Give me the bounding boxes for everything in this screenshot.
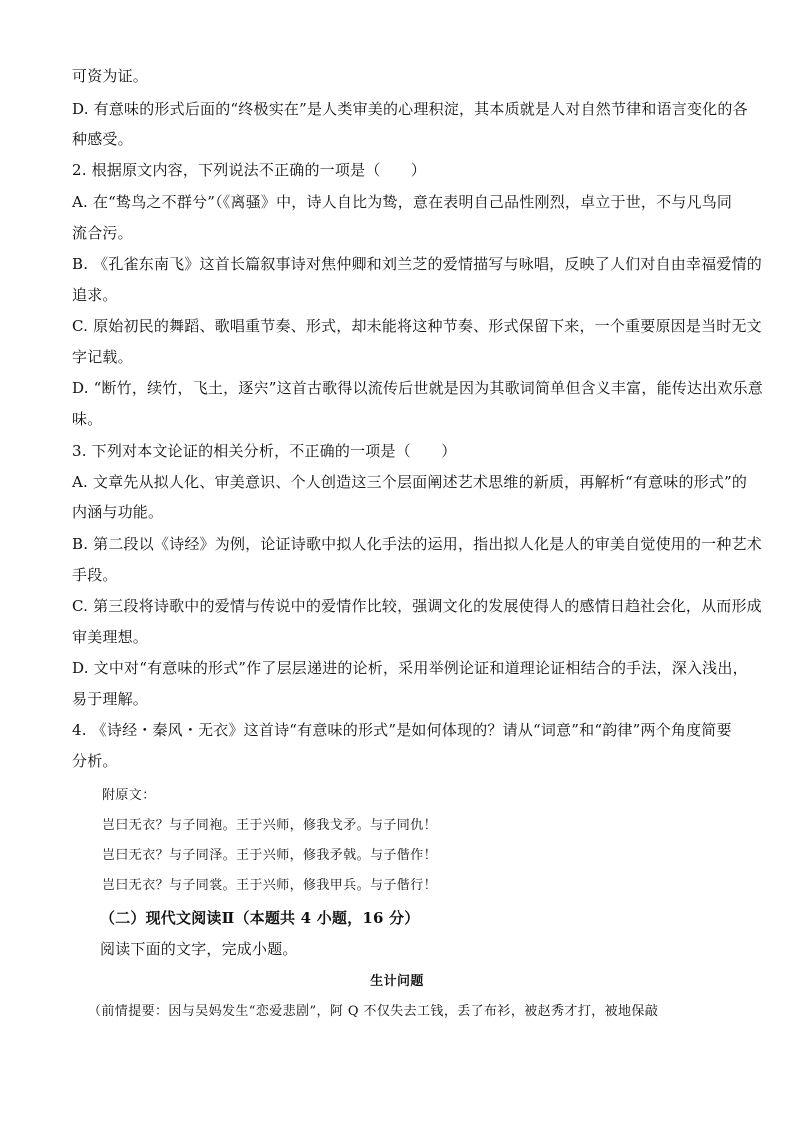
text-line: 审美理想。 [72,628,149,646]
option-b-line: B. 第二段以《诗经》为例，论证诗歌中拟人化手法的运用，指出拟人化是人的审美自觉使用的一种艺术 [72,535,762,553]
option-d-line: D. 有意味的形式后面的“终极实在”是人类审美的心理积淀，其本质就是人对自然节律和语言变化的各 [72,100,748,118]
option-a-line: A. 文章先从拟人化、审美意识、个人创造这三个层面阐述艺术思维的新质，再解析“有意味的形式”的 [72,473,748,491]
poem-stanza-1: 岂曰无衣？与子同袍。王于兴师，修我戈矛。与子同仇！ [102,818,438,833]
text-line: 味。 [72,410,103,428]
option-d-line: D. 文中对“有意味的形式”作了层层递进的论析，采用举例论证和道理论证相结合的手法，深入浅出， [72,659,748,677]
poem-stanza-3: 岂曰无衣？与子同裳。王于兴师，修我甲兵。与子偕行！ [102,878,438,893]
text-line: 追求。 [72,286,118,304]
option-c-line: C. 第三段将诗歌中的爱情与传说中的爱情作比较，强调文化的发展使得人的感情日趋社会化，从而形成 [72,597,762,615]
option-d-line: D. “断竹，续竹，飞土，逐宍”这首古歌得以流传后世就是因为其歌词简单但含义丰富，能传达出欢乐意 [72,379,763,397]
appendix-label: 附原文： [102,788,156,803]
text-line: 字记载。 [72,348,133,366]
option-a-line: A. 在“鸷鸟之不群兮”（《离骚》中，诗人自比为鸷，意在表明自己品性刚烈，卓立于世，不与凡鸟同 [72,193,733,211]
instruction-line: 阅读下面的文字，完成小题。 [100,940,298,958]
question-3: 3. 下列对本文论证的相关分析，不正确的一项是（ ） [72,442,457,460]
question-4: 4. 《诗经・秦风・无衣》这首诗“有意味的形式”是如何体现的？请从“词意”和“韵律”两个角度简要 [72,721,732,739]
text-line: 种感受。 [72,130,133,148]
text-line: 内涵与功能。 [72,503,164,521]
text-line: 流合污。 [72,224,133,242]
section-heading: （二）现代文阅读Ⅱ（本题共 4 小题，16 分） [100,909,420,927]
passage-intro: （前情提要：因与吴妈发生“恋爱悲剧”，阿 Q 不仅失去工钱，丢了布衫，被赵秀才打，被地保敲 [88,1004,659,1019]
text-line: 可资为证。 [72,67,149,85]
passage-title: 生计问题 [370,974,424,989]
text-line: 易于理解。 [72,690,149,708]
poem-stanza-2: 岂曰无衣？与子同泽。王于兴师，修我矛戟。与子偕作！ [102,848,438,863]
text-line: 手段。 [72,566,118,584]
option-c-line: C. 原始初民的舞蹈、歌唱重节奏、形式，却未能将这种节奏、形式保留下来，一个重要原因是当时无文 [72,317,762,335]
option-b-line: B. 《孔雀东南飞》这首长篇叙事诗对焦仲卿和刘兰芝的爱情描写与咏唱，反映了人们对自由幸福爱情的 [72,255,762,273]
text-line: 分析。 [72,752,118,770]
question-2: 2. 根据原文内容，下列说法不正确的一项是（ ） [72,161,427,179]
